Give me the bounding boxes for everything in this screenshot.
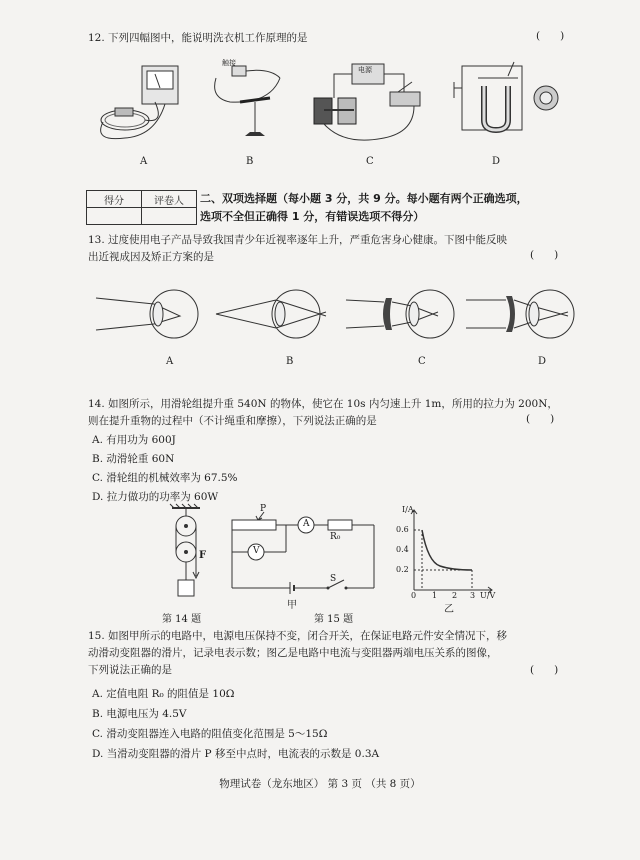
section-title xyxy=(200,190,528,226)
q12-answer-paren: ( ) xyxy=(536,30,565,42)
q14-option-c: C. 滑轮组的机械效率为 67.5% xyxy=(92,472,238,484)
q14-option-a: A. 有用功为 600J xyxy=(92,434,176,446)
eye-a xyxy=(96,290,198,338)
q15-option-d: D. 当滑动变阻器的滑片 P 移至中点时，电流表的示数是 0.3A xyxy=(92,748,380,760)
q15-stem-line3: 下列说法正确的是 xyxy=(88,664,172,676)
graph-xtick-2: 2 xyxy=(452,591,458,600)
q12-figure-a xyxy=(95,62,205,152)
ammeter-label: A xyxy=(303,519,310,529)
q13-label-d: D xyxy=(538,356,547,367)
page-footer: 物理试卷（龙东地区） 第 3 页 （共 8 页） xyxy=(219,778,421,790)
q12-figure-c-text: 电源 xyxy=(358,66,372,74)
q15-stem xyxy=(88,628,598,679)
graph-xtick-1: 1 xyxy=(432,591,438,600)
q12-label-b: B xyxy=(246,156,254,167)
q15-answer-paren: ( ) xyxy=(530,664,559,676)
graph-xtick-0: 0 xyxy=(411,591,417,600)
q14-force-label: F xyxy=(199,550,207,561)
q12-label-c: C xyxy=(366,156,374,167)
q12-label-d: D xyxy=(492,156,501,167)
q15-option-a: A. 定值电阻 R₀ 的阻值是 10Ω xyxy=(92,688,235,700)
grader-cell xyxy=(142,208,197,225)
graph-ylabel: I/A xyxy=(402,505,414,514)
q14-pulley-figure xyxy=(164,506,214,606)
grader-header: 评卷人 xyxy=(142,191,197,208)
q12-label-a: A xyxy=(140,156,148,167)
graph-xtick-3: 3 xyxy=(470,591,476,600)
q13-eye-diagrams xyxy=(96,286,596,346)
q13-label-c: C xyxy=(418,356,426,367)
switch-label: S xyxy=(330,574,337,584)
voltmeter-label: V xyxy=(253,546,260,556)
q14-answer-paren: ( ) xyxy=(526,413,555,425)
graph-label-yi: 乙 xyxy=(444,604,454,615)
q12-figure-b-text: 触接 xyxy=(222,59,236,67)
section-title-line1: 二、双项选择题（每小题 3 分，共 9 分。每小题有两个正确选项， xyxy=(200,192,528,205)
q15-stem-line2: 动滑动变阻器的滑片，记录电表示数；图乙是电路中电流与变阻器两端电压关系的图像， xyxy=(88,647,498,659)
q13-label-a: A xyxy=(166,356,174,367)
q13-stem-line1: 13. 过度使用电子产品导致我国青少年近视率逐年上升，严重危害身心健康。下图中能反映 xyxy=(88,234,508,246)
graph-ytick-2: 0.2 xyxy=(396,565,409,574)
score-header: 得分 xyxy=(87,191,142,208)
resistor-r0-label: R₀ xyxy=(330,532,341,542)
circuit-slider-label: P xyxy=(260,504,267,514)
q15-stem-line1: 15. 如图甲所示的电路中，电源电压保持不变，闭合开关，在保证电路元件安全情况下，移 xyxy=(88,630,508,642)
eye-b xyxy=(216,290,326,338)
section-title-line2: 选项不全但正确得 1 分，有错误选项不得分） xyxy=(200,210,425,223)
graph-xlabel: U/V xyxy=(480,591,496,600)
q14-stem xyxy=(88,396,598,430)
q15-figure-caption: 第 15 题 xyxy=(314,614,354,625)
score-cell xyxy=(87,208,142,225)
q14-stem-line2: 则在提升重物的过程中（不计绳重和摩擦），下列说法正确的是 xyxy=(88,415,377,427)
q12-stem: 12. 下列四幅图中，能说明洗衣机工作原理的是 xyxy=(88,32,308,44)
q15-option-c: C. 滑动变阻器连入电路的阻值变化范围是 5～15Ω xyxy=(92,728,328,740)
q13-answer-paren: ( ) xyxy=(530,249,559,261)
score-table xyxy=(86,190,197,225)
q13-label-b: B xyxy=(286,356,294,367)
q13-stem-line2: 出近视成因及矫正方案的是 xyxy=(88,251,214,263)
q15-option-b: B. 电源电压为 4.5V xyxy=(92,708,187,720)
q12-figure-d xyxy=(448,58,568,150)
circuit-label-jia: 甲 xyxy=(287,600,297,611)
q12-figure-b xyxy=(210,58,290,150)
q14-stem-line1: 14. 如图所示，用滑轮组提升重 540N 的物体，使它在 10s 内匀速上升 1m，所用的拉力为 200N， xyxy=(88,398,558,410)
q13-stem xyxy=(88,232,598,266)
eye-d xyxy=(466,290,574,338)
q14-option-d: D. 拉力做功的功率为 60W xyxy=(92,491,219,503)
q14-figure-caption: 第 14 题 xyxy=(162,614,202,625)
graph-ytick-0: 0.6 xyxy=(396,525,409,534)
graph-ytick-1: 0.4 xyxy=(396,545,409,554)
eye-c xyxy=(346,290,454,338)
q14-option-b: B. 动滑轮重 60N xyxy=(92,453,175,465)
